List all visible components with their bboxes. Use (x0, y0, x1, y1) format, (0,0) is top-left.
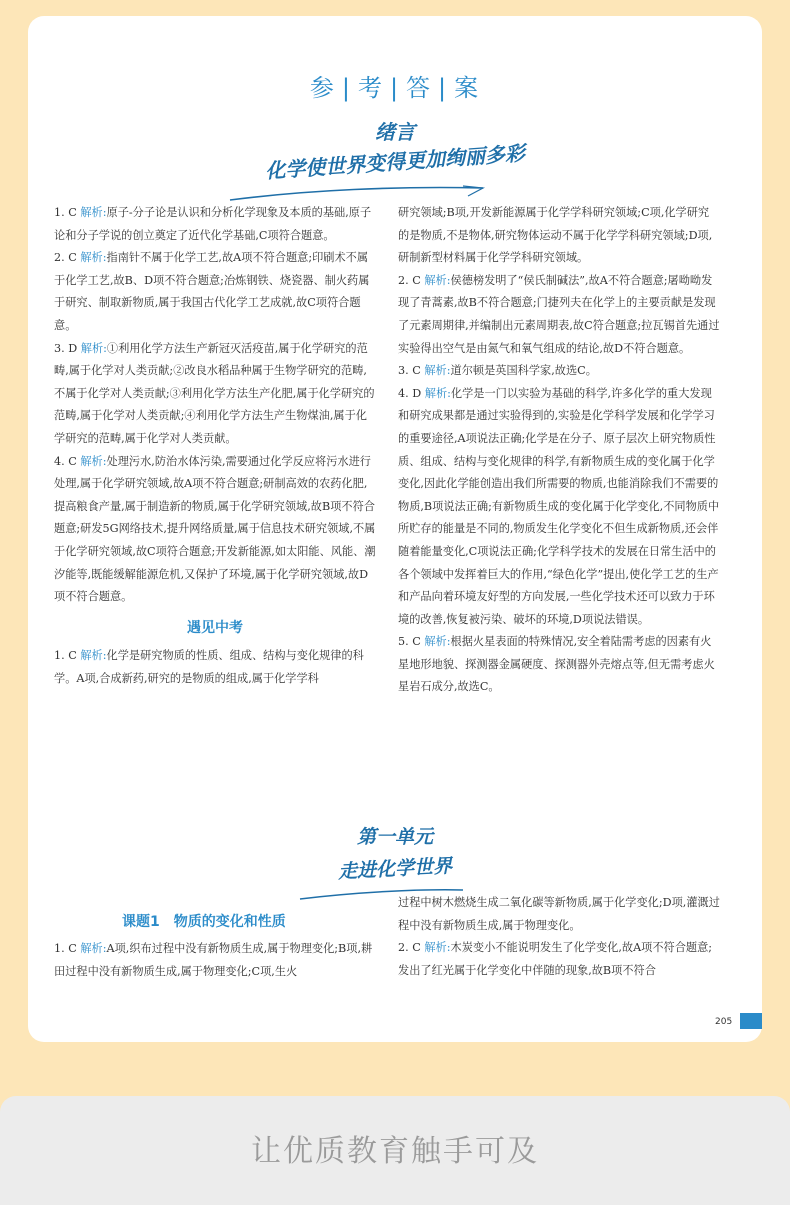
title-divider: | (341, 74, 352, 102)
analysis-label: 解析: (80, 649, 107, 663)
analysis-label: 解析: (424, 941, 451, 955)
answer-item (398, 631, 720, 699)
analysis-label: 解析: (80, 251, 107, 265)
answer-item (398, 383, 720, 632)
section-script-title: 绪言 (375, 120, 415, 144)
subsection-heading: 遇见中考 (187, 619, 243, 636)
title-divider: | (389, 74, 401, 102)
unit-script-subtitle: 走进化学世界 (337, 855, 453, 883)
analysis-text: 化学是研究物质的性质、组成、结构与变化规律的科学。A项,合成新药,研究的是物质的组成,属于化学学科 (54, 649, 364, 685)
lesson-right-column (398, 892, 720, 982)
page-title (28, 68, 762, 103)
answer-number: 1. C (54, 649, 77, 663)
analysis-label: 解析: (80, 206, 107, 219)
analysis-text: 处理污水,防治水体污染,需要通过化学反应将污水进行处理,属于化学研究领域,故A项不符合题意;研制高效的农药化肥,提高粮食产量,属于制造新的物质,属于化学研究领域,故B项不符合题意;研发5G网络技术,提升网络质量,属于信息技术研究领域,不属于化学研究领域,故C项符合题意;开发新能源,如太阳能、风能、潮汐能等,既能缓解能源危机,又保护了环境,属于化学研究领域,故D项不符合题意。 (54, 454, 376, 604)
title-char: 案 (454, 74, 481, 102)
analysis-text: 侯德榜发明了“侯氏制碱法”,故A不符合题意;屠呦呦发现了青蒿素,故B不符合题意;门捷列夫在化学上的主要贡献是发现了元素周期律,并编制出元素周期表,故C符合题意;拉瓦锡首先通过实验得出空气是由氮气和氧气组成的结论,故D不符合题意。 (398, 273, 720, 355)
slogan-text: 让优质教育触手可及 (251, 1134, 539, 1169)
title-divider: | (438, 74, 449, 102)
analysis-label: 解析: (80, 454, 107, 468)
answer-number: 2. C (398, 941, 421, 955)
answer-number: 2. C (54, 251, 77, 265)
answer-number: 2. C (398, 273, 421, 287)
analysis-label: 解析: (424, 273, 451, 287)
answer-number: 4. D (398, 386, 422, 400)
answer-item (398, 202, 720, 270)
analysis-text: A项,织布过程中没有新物质生成,属于物理变化;B项,耕田过程中没有新物质生成,属于物理变化;C项,生火 (54, 942, 373, 978)
title-char: 考 (357, 74, 384, 102)
analysis-label: 解析: (80, 341, 107, 355)
analysis-label: 解析: (424, 386, 451, 400)
analysis-text: 木炭变小不能说明发生了化学变化,故A项不符合题意;发出了红光属于化学变化中伴随的现象,故B项不符合 (398, 941, 713, 977)
answer-item (54, 247, 376, 337)
title-char: 答 (406, 74, 433, 102)
answer-item (54, 645, 376, 690)
analysis-label: 解析: (80, 942, 107, 955)
answer-item (54, 938, 376, 983)
analysis-label: 解析: (424, 635, 451, 649)
page-number: 205 (715, 1017, 733, 1027)
answer-page-card (28, 16, 762, 1042)
analysis-text: 过程中树木燃烧生成二氧化碳等新物质,属于化学变化;D项,灌溉过程中没有新物质生成,属于物理变化。 (398, 896, 720, 932)
decorative-swoosh (228, 184, 488, 204)
answer-item (398, 937, 720, 982)
answer-number: 5. C (398, 635, 421, 649)
analysis-text: 根据火星表面的特殊情况,安全着陆需考虑的因素有火星地形地貌、探测器金属硬度、探测器外壳熔点等,但无需考虑火星岩石成分,故选C。 (398, 635, 715, 694)
answer-item (54, 451, 376, 609)
page-tab-marker (740, 1013, 762, 1029)
right-column (398, 202, 720, 699)
analysis-text: 指南针不属于化学工艺,故A项不符合题意;印刷术不属于化学工艺,故B、D项不符合题意;冶炼钢铁、烧瓷器、制火药属于研究、制取新物质,属于我国古代化学工艺成就,故C项符合题意。 (54, 251, 370, 332)
answer-number: 1. C (54, 206, 77, 219)
answer-item (54, 338, 376, 451)
answer-item (398, 270, 720, 360)
analysis-text: ①利用化学方法生产新冠灭活疫苗,属于化学研究的范畴,属于化学对人类贡献;②改良水稻品种属于生物学研究的范畴,不属于化学对人类贡献;③利用化学方法生产化肥,属于化学研究的范畴,属于化学对人类贡献;④利用化学方法生产生物煤油,属于化学研究的范畴,属于化学对人类贡献。 (54, 341, 375, 445)
analysis-text: 研究领域;B项,开发新能源属于化学学科研究领域;C项,化学研究的是物质,不是物体,研究物体运动不属于化学学科研究领域;D项,研制新型材料属于化学学科研究领域。 (398, 206, 713, 265)
title-char: 参 (309, 74, 336, 102)
analysis-text: 化学是一门以实验为基础的科学,许多化学的重大发现和研究成果都是通过实验得到的,实验是化学科学发展和化学学习的重要途径,A项说法正确;化学是在分子、原子层次上研究物质性质、组成、结构与变化规律的科学,有新物质生成的变化属于化学变化,因此化学能创造出我们所需要的物质,也能消除我们不需要的物质,B项说法正确;有新物质生成的变化属于化学变化,不同物质中所贮存的能量是不同的,物质发生化学变化不但生成新物质,还会伴随着能量变化,C项说法正确;化学科学技术的发展在日常生活中的各个领域中发挥着巨大的作用,“绿色化学”提出,使化学工艺的生产和产品向着环境友好型的方向发展,一些化学技术还可以致力于环境的改善,恢复被污染、破坏的环境,D项说法错误。 (398, 386, 720, 626)
answer-item (54, 202, 376, 247)
left-column (54, 202, 376, 690)
answer-number: 4. C (54, 454, 77, 468)
answer-item (398, 892, 720, 937)
section-script-subtitle: 化学使世界变得更加绚丽多彩 (264, 140, 526, 184)
analysis-text: 原子-分子论是认识和分析化学现象及本质的基础,原子论和分子学说的创立奠定了近代化学基础,C项符合题意。 (54, 206, 372, 242)
analysis-text: 道尔顿是英国科学家,故选C。 (450, 364, 597, 378)
lesson-left-column (54, 938, 376, 983)
unit-script-title: 第一单元 (356, 826, 433, 848)
answer-item (398, 360, 720, 383)
lesson-title: 课题1 物质的变化和性质 (122, 914, 286, 930)
answer-number: 3. C (398, 364, 421, 378)
analysis-label: 解析: (424, 364, 451, 378)
answer-number: 3. D (54, 341, 78, 355)
answer-number: 1. C (54, 942, 77, 955)
